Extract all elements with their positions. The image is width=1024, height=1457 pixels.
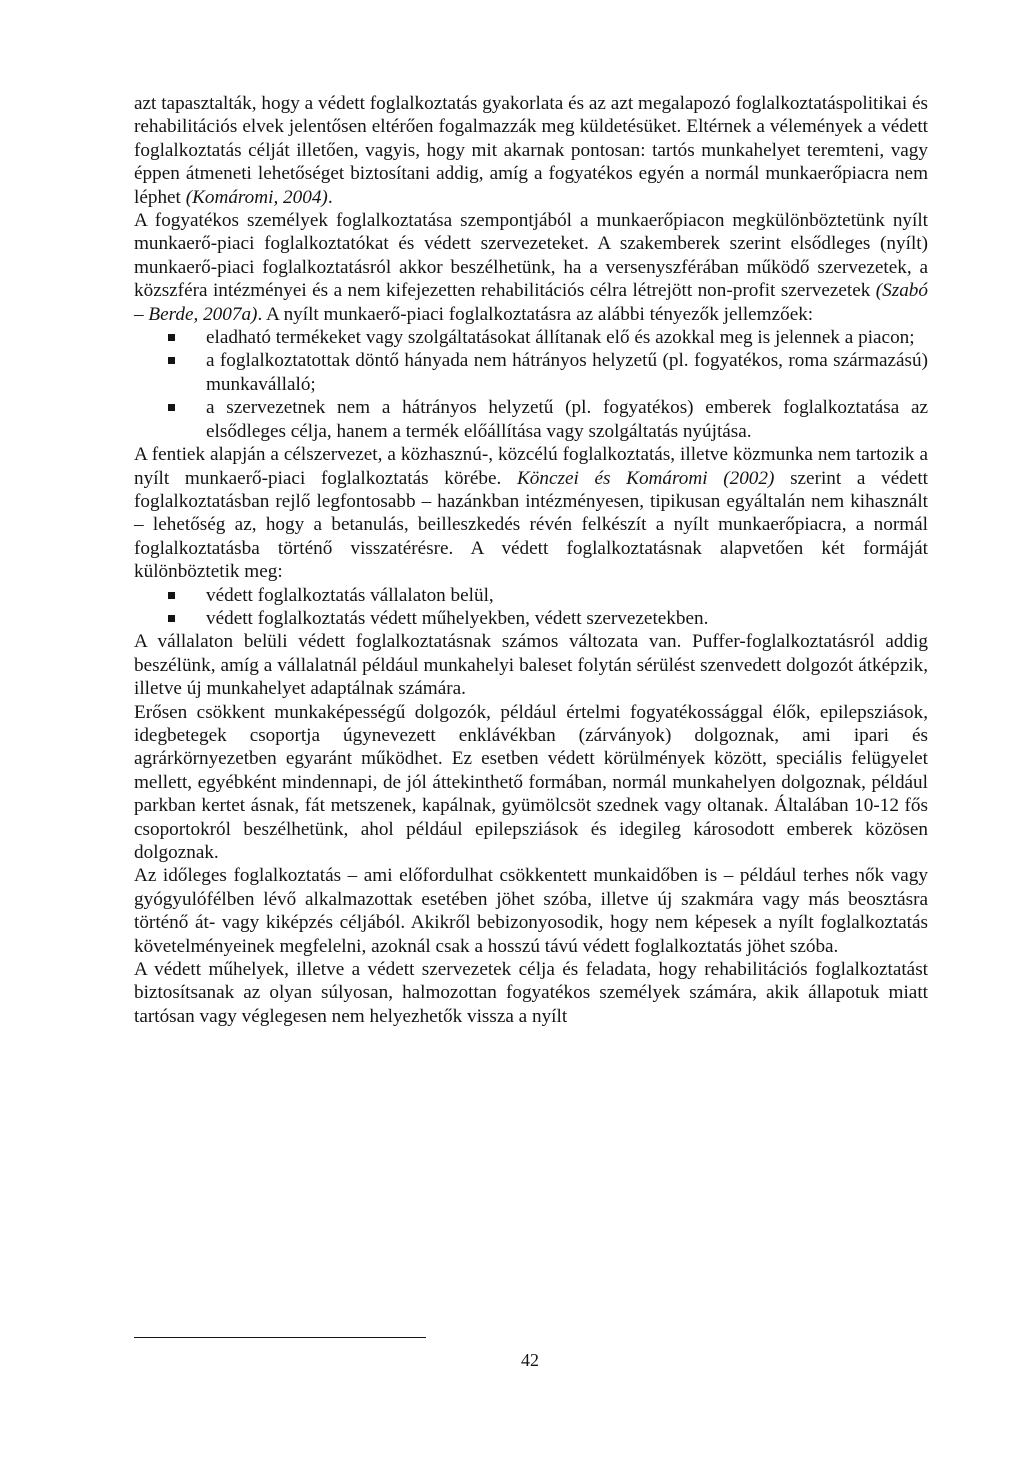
list-item: védett foglalkoztatás védett műhelyekben, védett szervezetekben.	[206, 607, 928, 630]
paragraph: A vállalaton belüli védett foglalkoztatásnak számos változata van. Puffer-foglalkoztatásról addig beszélünk, amíg a vállalatnál például munkahelyi baleset folytán sérülést szenvedett dolgozót átképzik, illetve új munkahelyet adaptálnak számára.	[134, 631, 928, 700]
paragraph: Erősen csökkent munkaképességű dolgozók, például értelmi fogyatékossággal élők, epilepsziások, idegbetegek csoportja úgynevezett enklávékban (zárványok) dolgoznak, ami ipari és agrárkörnyezetben egyaránt működhet. Ez esetben védett körülmények között, speciális felügyelet mellett, egyébként mindennapi, de jól áttekinthető formában, normál munkahelyen dolgoznak, például parkban kertet ásnak, fát metszenek, kapálnak, gyümölcsöt szednek vagy oltanak. Általában 10-12 fős csoportokról beszélhetünk, ahol például epilepsziások és idegileg károsodott emberek közösen dolgoznak.	[134, 701, 928, 863]
paragraph: Az időleges foglalkoztatás – ami előfordulhat csökkentett munkaidőben is – például terhes nők vagy gyógyulófélben lévő alkalmazottak esetében jöhet szóba, illetve új szakmára vagy más beosztásra történő át- vagy kiképzés céljából. Akikről bebizonyosodik, hogy nem képesek a nyílt foglalkoztatás követelményeinek megfelelni, azoknál csak a hosszú távú védett foglalkoztatás jöhet szóba.	[134, 865, 928, 957]
paragraph: A fentiek alapján a célszervezet, a közhasznú-, közcélú foglalkoztatás, illetve közmunka nem tartozik a nyílt munkaerő-piaci foglalkoztatás körébe. Könczei és Komáromi (2002) szerint a védett foglalkoztatásban rejlő legfontosabb – hazánkban intézményesen, tipikusan egyáltalán nem kihasznált – lehetőség az, hogy a betanulás, beilleszkedés révén felkészít a nyílt munkaerőpiacra, a normál foglalkoztatásba történő visszatérésre. A védett foglalkoztatásnak alapvetően két formáját különböztetik meg:	[134, 444, 928, 583]
bullet-icon	[168, 357, 175, 364]
citation: (Komáromi, 2004)	[185, 186, 328, 208]
list-item: eladható termékeket vagy szolgáltatásokat állítanak elő és azokkal meg is jelennek a piacon;	[206, 326, 928, 349]
list-item: védett foglalkoztatás vállalaton belül,	[206, 584, 928, 607]
paragraph: azt tapasztalták, hogy a védett foglalkoztatás gyakorlata és az azt megalapozó foglalkoztatáspolitikai és rehabilitációs elvek jelentősen eltérően fogalmazzák meg küldetésüket. Eltérnek a vélemények a védett foglalkoztatás célját illetően, vagyis, hogy mit akarnak pontosan: tartós munkahelyet teremteni, vagy éppen átmeneti lehetőséget biztosítani addig, amíg a fogyatékos egyén a normál munkaerőpiacra nem léphet (Komáromi, 2004).	[134, 93, 928, 208]
bullet-icon	[168, 592, 175, 599]
citation: (Szabó – Berde, 2007a)	[134, 280, 928, 325]
citation: Könczei és Komáromi (2002)	[516, 467, 775, 489]
body-text	[134, 92, 928, 1028]
bullet-icon	[168, 615, 175, 622]
list-item: a foglalkoztatottak döntő hányada nem hátrányos helyzetű (pl. fogyatékos, roma származású) munkavállaló;	[206, 349, 928, 396]
list-item: a szervezetnek nem a hátrányos helyzetű (pl. fogyatékos) emberek foglalkoztatása az elsődleges célja, hanem a termék előállítása vagy szolgáltatás nyújtása.	[206, 396, 928, 443]
bullet-icon	[168, 404, 175, 411]
bullet-icon	[168, 334, 175, 341]
paragraph: A védett műhelyek, illetve a védett szervezetek célja és feladata, hogy rehabilitációs foglalkoztatást biztosítsanak az olyan súlyosan, halmozottan fogyatékos személyek számára, akik állapotuk miatt tartósan vagy véglegesen nem helyezhetők vissza a nyílt	[134, 959, 928, 1027]
bullet-list	[134, 326, 928, 443]
paragraph: A fogyatékos személyek foglalkoztatása szempontjából a munkaerőpiacon megkülönböztetünk nyílt munkaerő-piaci foglalkoztatókat és védett szervezeteket. A szakemberek szerint elsődleges (nyílt) munkaerő-piaci foglalkoztatásról akkor beszélhetünk, ha a versenyszférában működő szervezetek, a közszféra intézményei és a nem kifejezetten rehabilitációs célra létrejött non-profit szervezetek (Szabó – Berde, 2007a). A nyílt munkaerő-piaci foglalkoztatásra az alábbi tényezők jellemzőek:	[134, 210, 928, 325]
bullet-list	[134, 584, 928, 631]
footnote-separator	[134, 1337, 426, 1338]
page-number: 42	[521, 1350, 539, 1370]
